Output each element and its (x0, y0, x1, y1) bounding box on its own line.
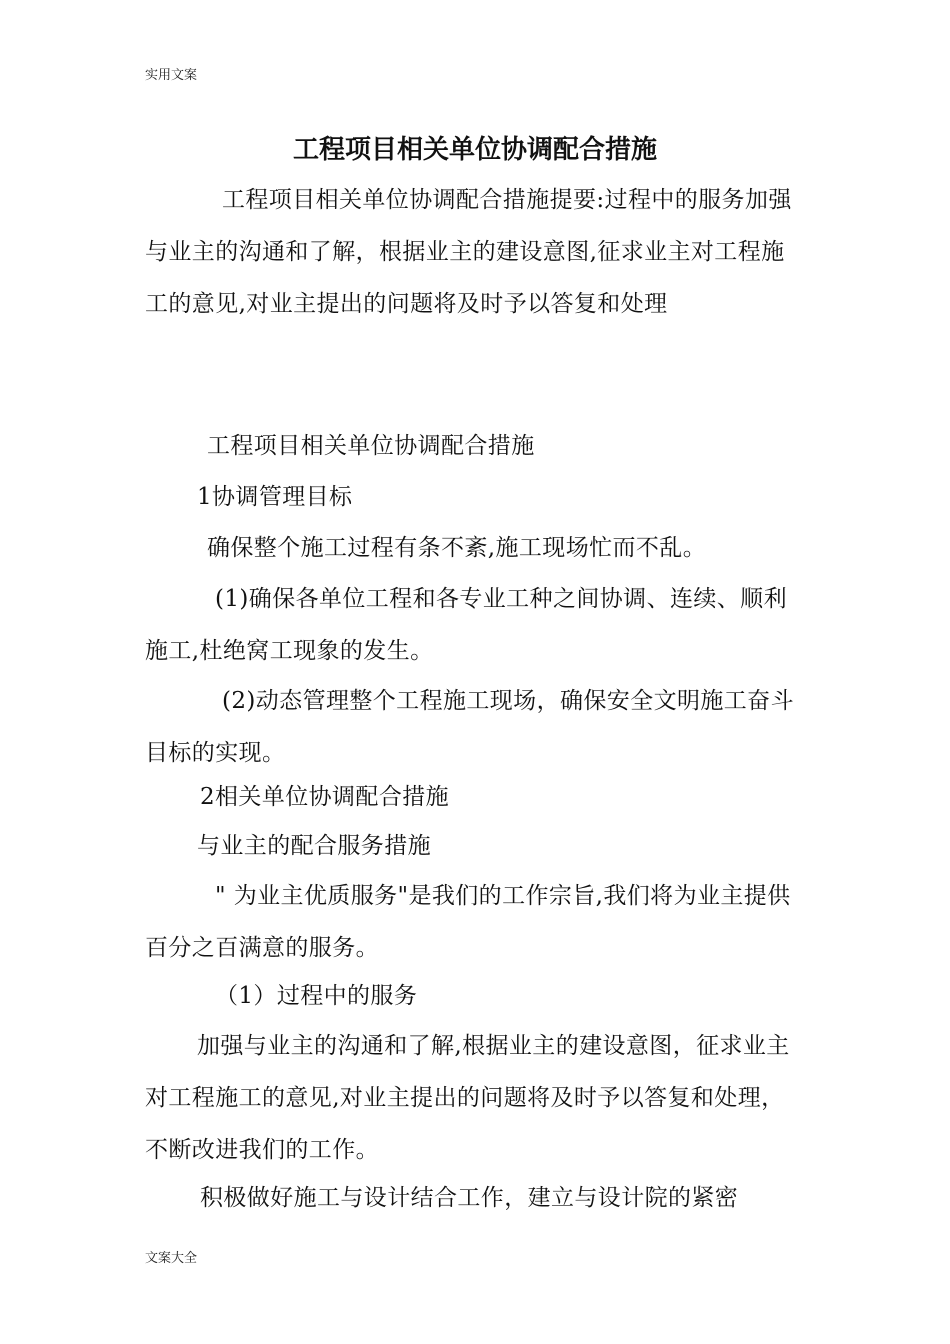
document-title: 工程项目相关单位协调配合措施 (292, 135, 657, 165)
design-paragraph: 积极做好施工与设计结合工作，建立与设计院的紧密 (200, 1185, 739, 1211)
page-footer: 文案大全 (145, 1251, 198, 1266)
goal-item-2: (2)动态管理整个工程施工现场，确保安全文明施工奋斗目标的实现。 (145, 688, 794, 766)
section-heading: 工程项目相关单位协调配合措施 (207, 433, 535, 459)
subheading-process-service: （1）过程中的服务 (215, 983, 418, 1009)
summary-paragraph: 工程项目相关单位协调配合措施提要:过程中的服务加强与业主的沟通和了解，根据业主的建设意图,征求业主对工程施工的意见,对业主提出的问题将及时予以答复和处理 (145, 187, 792, 317)
process-paragraph: 加强与业主的沟通和了解,根据业主的建设意图，征求业主对工程施工的意见,对业主提出的问题将及时予以答复和处理，不断改进我们的工作。 (145, 1033, 790, 1163)
goal-paragraph: 确保整个施工过程有条不紊,施工现场忙而不乱。 (207, 535, 707, 561)
page-header: 实用文案 (145, 68, 198, 83)
goal-item-1: (1)确保各单位工程和各专业工种之间协调、连续、顺利施工,杜绝窝工现象的发生。 (145, 586, 787, 664)
service-paragraph: " 为业主优质服务"是我们的工作宗旨,我们将为业主提供百分之百满意的服务。 (145, 883, 791, 961)
subheading-goal: 1协调管理目标 (197, 484, 353, 510)
subheading-owner-service: 与业主的配合服务措施 (197, 833, 431, 859)
subheading-measures: 2相关单位协调配合措施 (200, 784, 450, 810)
